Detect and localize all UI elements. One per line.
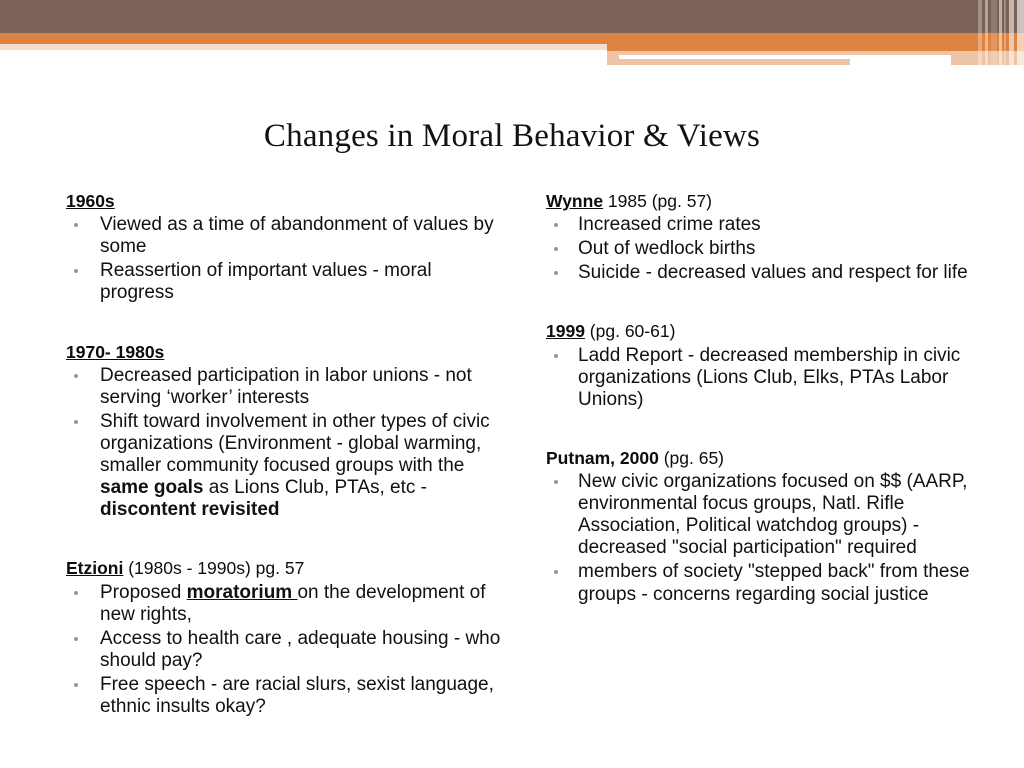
bullet-list [546,345,986,411]
block-heading-label: 1970- 1980s [66,341,165,362]
block-heading [546,320,986,342]
slide-header-decoration [0,0,1024,72]
block-heading [66,557,506,579]
block-heading [66,341,506,363]
content-column-left [66,190,506,740]
list-item-text: Out of wedlock births [578,238,756,260]
list-item-text: Decreased participation in labor unions - not serving ‘worker’ interests [100,364,472,408]
bullet-dot-icon [74,374,78,378]
list-item-text: Increased crime rates [578,214,761,236]
content-block [546,190,986,284]
emphasis-bold: discontent revisited [100,499,280,521]
header-band-peach-left [0,44,607,50]
list-item [546,214,986,236]
bullet-dot-icon [554,271,558,275]
bullet-dot-icon [554,223,558,227]
bullet-dot-icon [74,637,78,641]
content-column-right [546,190,986,628]
bullet-list [66,582,506,718]
block-heading [546,447,986,469]
list-item [66,628,506,672]
list-item-text: Viewed as a time of abandonment of values by some [100,214,494,258]
content-block [66,341,506,522]
list-item [546,561,986,605]
bullet-dot-icon [554,480,558,484]
bullet-dot-icon [554,570,558,574]
content-block [66,190,506,305]
block-heading-label: 1999 [546,321,585,342]
list-item [66,260,506,304]
text-run: Shift toward involvement in other types of civic organizations (Environment - global warming, smaller community focused groups with the [100,410,490,477]
block-heading-label: Wynne [546,191,604,211]
page-title: Changes in Moral Behavior & Views [263,118,761,154]
header-band-brown [0,0,1024,33]
bullet-dot-icon [554,247,558,251]
block-heading-label: 1960s [66,191,115,211]
block-heading [66,190,506,212]
block-heading [546,190,986,212]
block-heading-label: Etzioni [66,558,124,579]
header-band-orange-right [607,33,1024,51]
bullet-dot-icon [554,354,558,358]
list-item-text: New civic organizations focused on $$ (AARP, environmental focus groups, Natl. Rifle Association, Political watchdog groups) - decreased "social participation" required [578,471,968,559]
list-item [546,345,986,411]
block-heading-detail: (1980s - 1990s) pg. 57 [123,558,305,579]
bullet-dot-icon [74,591,78,595]
bullet-list [546,214,986,284]
bullet-dot-icon [74,223,78,227]
header-vertical-stripes [976,0,1024,72]
block-heading-detail: (pg. 65) [658,447,725,468]
content-block [546,447,986,606]
block-heading-detail: 1985 (pg. 57) [603,191,713,211]
header-band-peach-lower [607,58,850,65]
block-heading-label: Putnam, 2000 [546,447,659,468]
list-item [546,238,986,260]
bullet-dot-icon [74,269,78,273]
bullet-dot-icon [74,683,78,687]
text-run: on the development of new rights, [100,581,486,625]
list-item [546,471,986,559]
list-item [66,674,506,718]
list-item-text: Suicide - decreased values and respect for life [578,262,968,284]
list-item-text: Free speech - are racial slurs, sexist language, ethnic insults okay? [100,673,494,717]
emphasis-bold-underline: moratorium [186,581,298,603]
list-item [66,582,506,626]
bullet-list [66,214,506,304]
list-item-text: members of society "stepped back" from these groups - concerns regarding social justice [578,561,970,605]
text-run: Proposed [100,581,187,603]
list-item [546,262,986,284]
slide-content-area [0,190,1024,717]
list-item [66,214,506,258]
header-band-white-gap [619,55,951,59]
content-block [546,320,986,410]
list-item-text: Reassertion of important values - moral progress [100,260,432,304]
text-run: as Lions Club, PTAs, etc - [203,477,428,499]
emphasis-bold: same goals [100,477,204,499]
list-item [66,411,506,521]
block-heading-detail: (pg. 60-61) [584,321,676,342]
list-item-text: Access to health care , adequate housing - who should pay? [100,627,501,671]
list-item [66,365,506,409]
bullet-list [66,365,506,521]
content-block [66,557,506,718]
bullet-dot-icon [74,420,78,424]
bullet-list [546,471,986,605]
list-item-text: Ladd Report - decreased membership in civic organizations (Lions Club, Elks, PTAs Labor Unions) [578,344,961,410]
